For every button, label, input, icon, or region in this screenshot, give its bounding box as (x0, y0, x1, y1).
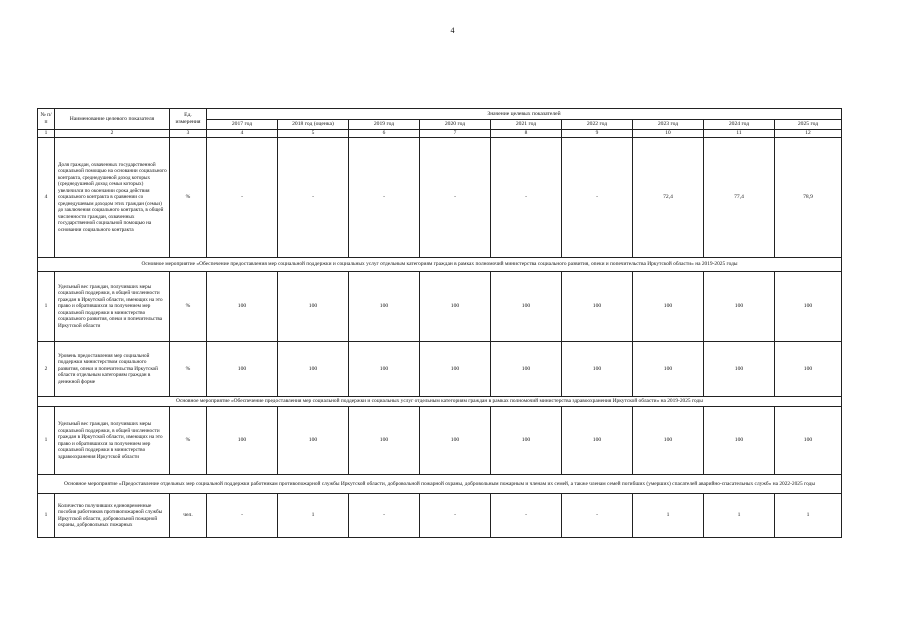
header-year: 2017 год (207, 120, 278, 130)
section-title: Основное мероприятие «Обеспечение предоставления мер социальной поддержки и социальных услуг отдельным категориям граждан в рамках полномочий министерства социального развития, опеки и попечительства Иркутской области» на 2019-2025 годы (38, 258, 842, 272)
row-number: 2 (38, 342, 55, 397)
value-cell: 72,4 (633, 138, 704, 258)
value-cell: 100 (349, 342, 420, 397)
value-cell: 77,4 (704, 138, 775, 258)
target-indicators-table (37, 108, 842, 538)
value-cell: - (420, 138, 491, 258)
value-cell: 100 (491, 407, 562, 475)
column-index: 3 (170, 130, 207, 138)
column-index: 6 (349, 130, 420, 138)
table-row (38, 342, 842, 397)
value-cell: 100 (278, 407, 349, 475)
value-cell: - (278, 138, 349, 258)
value-cell: 100 (349, 272, 420, 342)
header-year: 2024 год (704, 120, 775, 130)
column-index: 7 (420, 130, 491, 138)
value-cell: 100 (562, 342, 633, 397)
table-row (38, 272, 842, 342)
value-cell: 100 (420, 342, 491, 397)
header-values-group: Значение целевых показателей (207, 109, 842, 120)
column-index: 4 (207, 130, 278, 138)
value-cell: 100 (562, 272, 633, 342)
value-cell: 100 (633, 342, 704, 397)
unit-cell: % (170, 342, 207, 397)
value-cell: 100 (704, 272, 775, 342)
value-cell: 100 (491, 272, 562, 342)
value-cell: 100 (633, 272, 704, 342)
row-number: 1 (38, 272, 55, 342)
column-index: 12 (775, 130, 842, 138)
header-year: 2020 год (420, 120, 491, 130)
header-unit: Ед. измерения (170, 109, 207, 130)
value-cell: 1 (633, 494, 704, 538)
value-cell: 100 (704, 407, 775, 475)
value-cell: 100 (704, 342, 775, 397)
value-cell: 1 (278, 494, 349, 538)
value-cell: 100 (278, 272, 349, 342)
value-cell: 78,9 (775, 138, 842, 258)
section-row (38, 397, 842, 407)
value-cell: 1 (704, 494, 775, 538)
value-cell: 100 (349, 407, 420, 475)
header-year: 2018 год (оценка) (278, 120, 349, 130)
value-cell: - (420, 494, 491, 538)
row-number: 4 (38, 138, 55, 258)
column-index: 10 (633, 130, 704, 138)
column-index: 5 (278, 130, 349, 138)
column-index: 2 (55, 130, 170, 138)
table-row (38, 138, 842, 258)
value-cell: 1 (775, 494, 842, 538)
header-year: 2025 год (775, 120, 842, 130)
value-cell: - (349, 138, 420, 258)
indicator-name: Количество получивших единовременные пособия работников противопожарной службы Иркутской области, добровольной пожарной охраны, добровольных пожарных (55, 494, 170, 538)
unit-cell: чел. (170, 494, 207, 538)
value-cell: 100 (278, 342, 349, 397)
section-title: Основное мероприятие «Обеспечение предоставления мер социальной поддержки и социальных услуг отдельным категориям граждан в рамках полномочий министерства здравоохранения Иркутской области» на 2019-2025 годы (38, 397, 842, 407)
section-row (38, 258, 842, 272)
table-row (38, 494, 842, 538)
value-cell: - (349, 494, 420, 538)
unit-cell: % (170, 407, 207, 475)
indicator-name: Удельный вес граждан, получивших меры социальной поддержки, в общей численности граждан в Иркутской области, имеющих на это право и обратившихся за получением мер социальной поддержки в министерство здравоохранения Иркутской области (55, 407, 170, 475)
value-cell: 100 (775, 407, 842, 475)
section-title: Основное мероприятие «Предоставление отдельных мер социальной поддержки работникам противопожарной службы Иркутской области, добровольной пожарной охраны, добровольным пожарным и членам их семей, а также членам семей погибших (умерших) спасателей аварийно-спасательных служб» на 2022-2025 годы (38, 475, 842, 494)
column-index: 11 (704, 130, 775, 138)
indicator-name: Удельный вес граждан, получивших меры социальной поддержки, в общей численности граждан в Иркутской области, имеющих на это право и обратившихся за получением мер социальной поддержки в министерство социального развития, опеки и попечительства Иркутской области (55, 272, 170, 342)
value-cell: - (491, 494, 562, 538)
value-cell: 100 (775, 272, 842, 342)
page-number: 4 (450, 26, 455, 35)
value-cell: - (207, 494, 278, 538)
header-year: 2022 год (562, 120, 633, 130)
section-row (38, 475, 842, 494)
value-cell: - (491, 138, 562, 258)
header-name: Наименование целевого показателя (55, 109, 170, 130)
value-cell: 100 (491, 342, 562, 397)
header-year: 2023 год (633, 120, 704, 130)
column-index: 9 (562, 130, 633, 138)
indicator-name: Доля граждан, охваченных государственной социальной помощью на основании социального контракта, среднедушевой доход которых (среднедушевой доход семьи которых) увеличился по окончании срока действия социального контракта в сравнении со среднедушевым доходом этих граждан (семьи) до заключения социального контракта, в общей численности граждан, охваченных государственной социальной помощью на основании социального контракта (55, 138, 170, 258)
row-number: 1 (38, 494, 55, 538)
value-cell: 100 (420, 272, 491, 342)
table-row (38, 407, 842, 475)
value-cell: 100 (207, 342, 278, 397)
column-index: 8 (491, 130, 562, 138)
header-year: 2019 год (349, 120, 420, 130)
header-num: № п/п (38, 109, 55, 130)
value-cell: 100 (207, 272, 278, 342)
value-cell: 100 (633, 407, 704, 475)
value-cell: 100 (775, 342, 842, 397)
column-index: 1 (38, 130, 55, 138)
row-number: 1 (38, 407, 55, 475)
value-cell: 100 (207, 407, 278, 475)
value-cell: - (207, 138, 278, 258)
value-cell: 100 (562, 407, 633, 475)
value-cell: - (562, 494, 633, 538)
value-cell: - (562, 138, 633, 258)
unit-cell: % (170, 138, 207, 258)
header-year: 2021 год (491, 120, 562, 130)
value-cell: 100 (420, 407, 491, 475)
unit-cell: % (170, 272, 207, 342)
indicator-name: Уровень предоставления мер социальной поддержки министерством социального развития, опеки и попечительства Иркутской области отдельным категориям граждан в денежной форме (55, 342, 170, 397)
